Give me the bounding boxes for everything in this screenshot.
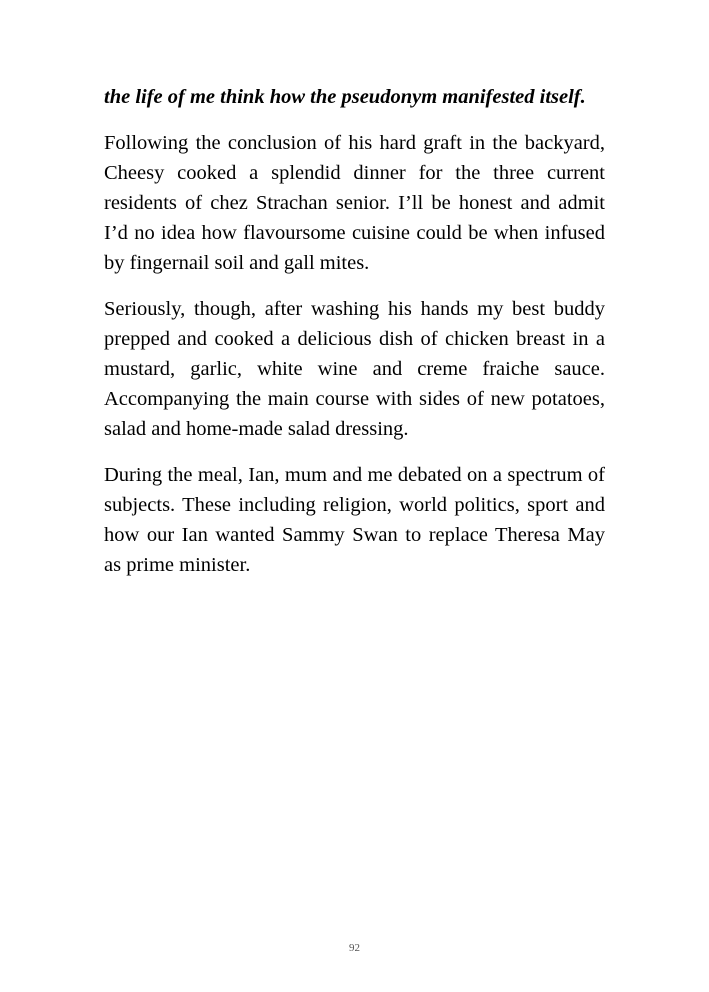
paragraph-meal-debate: During the meal, Ian, mum and me debated on a spectrum of subjects. These including religion, world politics, sport and how our Ian wanted Sammy Swan to replace Theresa May as prime minister. bbox=[104, 464, 605, 576]
page-number: 92 bbox=[349, 942, 360, 954]
continued-paragraph: the life of me think how the pseudonym manifested itself. bbox=[104, 86, 586, 108]
paragraph-dinner: Following the conclusion of his hard graft in the backyard, Cheesy cooked a splendid dinner for the three current residents of chez Strachan senior. I’ll be honest and admit I’d no idea how flavoursome cuisine could be when infused by fingernail soil and gall mites. bbox=[104, 132, 605, 274]
page-body bbox=[104, 82, 605, 596]
paragraph-dish: Seriously, though, after washing his hands my best buddy prepped and cooked a delicious dish of chicken breast in a mustard, garlic, white wine and creme fraiche sauce. Accompanying the main course with sides of new potatoes, salad and home-made salad dressing. bbox=[104, 298, 605, 440]
